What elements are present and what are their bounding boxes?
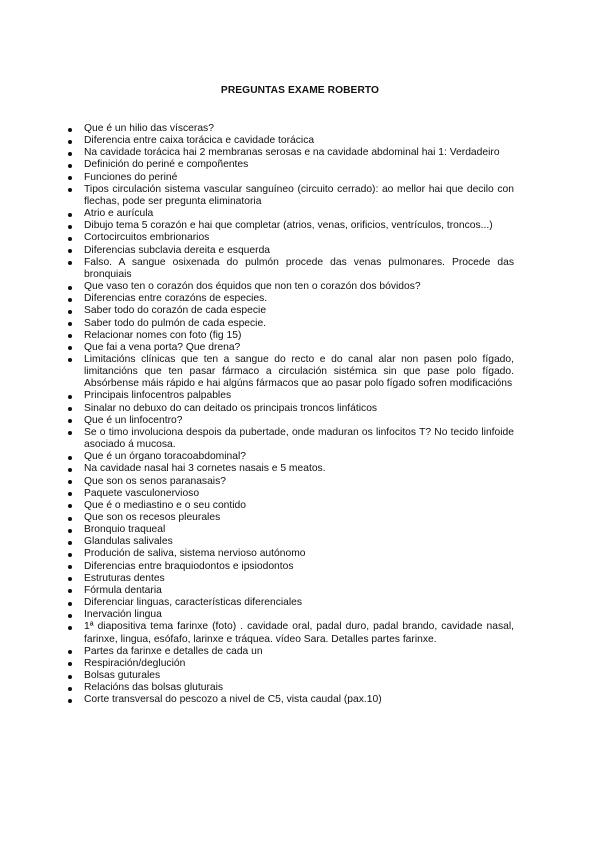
list-item: Diferenciar linguas, características diferenciales xyxy=(66,597,514,609)
list-item: Que é un linfocentro? xyxy=(66,415,514,427)
list-item: Relacións das bolsas gluturais xyxy=(66,682,514,694)
list-item: Relacionar nomes con foto (fig 15) xyxy=(66,330,514,342)
list-item: Na cavidade nasal hai 3 cornetes nasais e 5 meatos. xyxy=(66,463,514,475)
list-item: Diferencia entre caixa torácica e cavidade torácica xyxy=(66,135,514,147)
list-item: Que é o mediastino e o seu contido xyxy=(66,500,514,512)
list-item: Produción de saliva, sistema nervioso autónomo xyxy=(66,548,514,560)
list-item: Que son os recesos pleurales xyxy=(66,512,514,524)
list-item: Definición do periné e compoñentes xyxy=(66,159,514,171)
list-item: Corte transversal do pescozo a nivel de C5, vista caudal (pax.10) xyxy=(66,694,514,706)
document-title: PREGUNTAS EXAME ROBERTO xyxy=(220,85,380,96)
list-item: Diferencias subclavia dereita e esquerda xyxy=(66,245,514,257)
list-item: Bronquio traqueal xyxy=(66,524,514,536)
list-item: Cortocircuitos embrionarios xyxy=(66,232,514,244)
list-item: Sinalar no debuxo do can deitado os principais troncos linfáticos xyxy=(66,403,514,415)
list-item: Partes da farinxe e detalles de cada un xyxy=(66,646,514,658)
list-item: Que é un hilio das vísceras? xyxy=(66,123,514,135)
list-item: Limitacións clínicas que ten a sangue do recto e do canal alar non pasen polo fígado, limitancións que ten pasar fármaco a circulación sistémica sin que pase polo fígado. Absórbense máis rápido e hai algúns fármacos que ao pasar polo fígado sofren modificacións xyxy=(66,354,514,390)
list-item: Estruturas dentes xyxy=(66,573,514,585)
list-item: Na cavidade torácica hai 2 membranas serosas e na cavidade abdominal hai 1: Verdadeiro xyxy=(66,147,514,159)
list-item: Que son os senos paranasais? xyxy=(66,476,514,488)
list-item: Que é un órgano toracoabdominal? xyxy=(66,451,514,463)
list-item: Falso. A sangue osixenada do pulmón procede das venas pulmonares. Procede das bronquiais xyxy=(66,257,514,281)
list-item: Que fai a vena porta? Que drena? xyxy=(66,342,514,354)
question-list xyxy=(66,123,514,707)
list-item: Diferencias entre corazóns de especies. xyxy=(66,293,514,305)
list-item: Diferencias entre braquiodontos e ipsiodontos xyxy=(66,561,514,573)
list-item: Atrio e aurícula xyxy=(66,208,514,220)
list-item: Paquete vasculonervioso xyxy=(66,488,514,500)
list-item: Fórmula dentaria xyxy=(66,585,514,597)
list-item: Funciones do periné xyxy=(66,172,514,184)
list-item: Respiración/deglución xyxy=(66,658,514,670)
list-item: Glandulas salivales xyxy=(66,536,514,548)
list-item: Bolsas guturales xyxy=(66,670,514,682)
list-item: Dibujo tema 5 corazón e hai que completar (atrios, venas, orificios, ventrículos, troncos...) xyxy=(66,220,514,232)
list-item: Principais linfocentros palpables xyxy=(66,390,514,402)
list-item: Se o timo involuciona despois da pubertade, onde maduran os linfocitos T? No tecido linfoide asociado á mucosa. xyxy=(66,427,514,451)
list-item: Tipos circulación sistema vascular sanguíneo (circuito cerrado): ao mellor hai que decilo con flechas, pode ser pregunta eliminatoria xyxy=(66,184,514,208)
list-item: Saber todo do corazón de cada especie xyxy=(66,305,514,317)
list-item: 1ª diapositiva tema farinxe (foto) . cavidade oral, padal duro, padal brando, cavidade nasal, farinxe, lingua, esófafo, larinxe e tráquea. vídeo Sara. Detalles partes farinxe. xyxy=(66,621,514,645)
list-item: Saber todo do pulmón de cada especie. xyxy=(66,318,514,330)
list-item: Que vaso ten o corazón dos équidos que non ten o corazón dos bóvidos? xyxy=(66,281,514,293)
list-item: Inervación lingua xyxy=(66,609,514,621)
